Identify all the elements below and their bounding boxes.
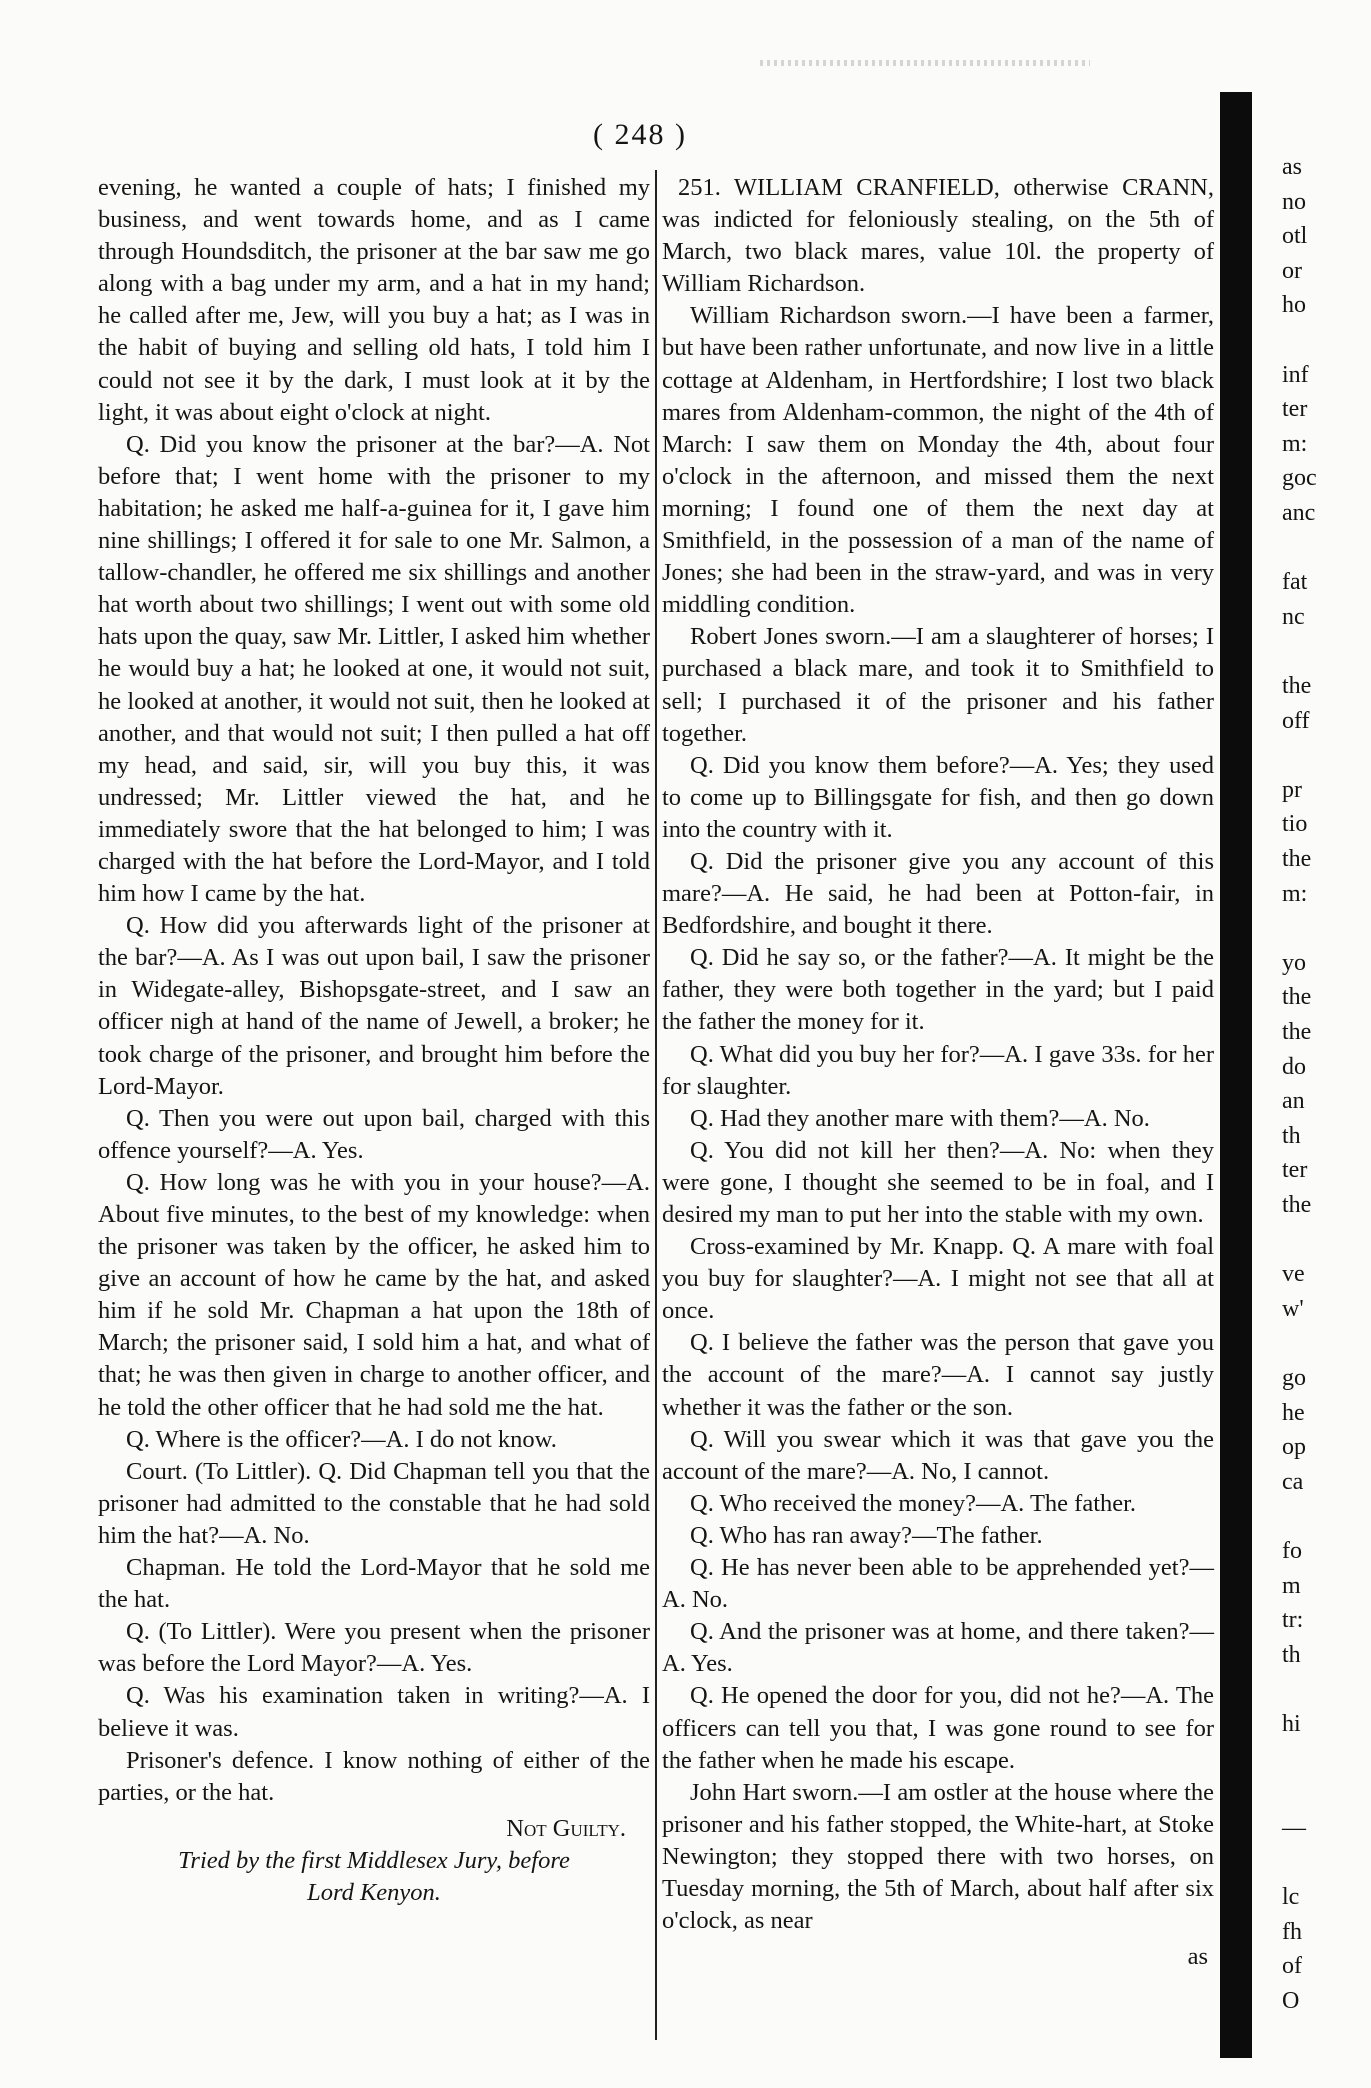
right-paragraph: William Richardson sworn.—I have been a farmer, but have been rather unfortunate, and now live in a little cottage at Aldenham, in Hertfordshire; I lost two black mares from Aldenham-common, the night of the 4th of March: I saw them on Monday the 4th, about four o'clock in the afternoon, and missed them the next morning; I found one of them the next day at Smithfield, in the possession of a man of the name of Jones; she had been in the straw-yard, and was in very middling condition. bbox=[662, 302, 1214, 619]
edge-fragment: tio bbox=[1282, 811, 1308, 838]
right-paragraph: Q. He opened the door for you, did not he?—A. The officers can tell you that, I was gone round to see for the father when he made his escape. bbox=[662, 1682, 1214, 1774]
tried-by-line-2: Lord Kenyon. bbox=[307, 1878, 441, 1906]
right-paragraph: Q. Who received the money?—A. The father. bbox=[690, 1489, 1137, 1517]
edge-fragment: lc bbox=[1282, 1884, 1300, 1910]
page-number: ( 248 ) bbox=[593, 118, 687, 151]
edge-fragment: goc bbox=[1282, 465, 1317, 492]
edge-fragment: O bbox=[1282, 1987, 1300, 2014]
edge-fragment: op bbox=[1282, 1434, 1306, 1461]
right-paragraph: Q. Will you swear which it was that gave you the account of the mare?—A. No, I cannot. bbox=[662, 1425, 1214, 1485]
right-paragraph: Q. Did the prisoner give you any account of this mare?—A. He said, he had been at Potton-fair, in Bedfordshire, and bought it there. bbox=[662, 847, 1214, 940]
page-gutter-shadow bbox=[1220, 92, 1252, 2058]
right-paragraph: Q. He has never been able to be apprehended yet?—A. No. bbox=[662, 1554, 1214, 1614]
edge-fragment: ho bbox=[1282, 292, 1306, 319]
edge-fragment: the bbox=[1282, 1192, 1312, 1218]
left-column bbox=[98, 172, 650, 1909]
right-paragraph: Q. Who has ran away?—The father. bbox=[690, 1521, 1043, 1549]
right-paragraph: Q. Did he say so, or the father?—A. It might be the father, they were both together in the yard; but I paid the father the money for it. bbox=[662, 944, 1214, 1036]
right-paragraph: Q. And the prisoner was at home, and there taken?—A. Yes. bbox=[662, 1618, 1214, 1678]
left-paragraph: Q. Where is the officer?—A. I do not know. bbox=[126, 1425, 557, 1453]
edge-fragment: or bbox=[1282, 257, 1302, 284]
right-paragraph: Cross-examined by Mr. Knapp. Q. A mare with foal you buy for slaughter?—A. I might not see that all at once. bbox=[662, 1233, 1214, 1325]
edge-fragment: fh bbox=[1282, 1918, 1302, 1945]
left-paragraph: Q. Then you were out upon bail, charged with this offence yourself?—A. Yes. bbox=[98, 1104, 650, 1164]
edge-fragment: ter bbox=[1282, 1157, 1308, 1184]
left-paragraphs bbox=[98, 172, 650, 1809]
edge-fragment: th bbox=[1282, 1641, 1301, 1668]
print-smudge bbox=[760, 60, 1090, 66]
edge-fragment: inf bbox=[1282, 361, 1309, 388]
right-column bbox=[662, 172, 1214, 1973]
edge-fragment: an bbox=[1282, 1088, 1305, 1115]
left-paragraph: Chapman. He told the Lord-Mayor that he sold me the hat. bbox=[98, 1554, 650, 1614]
edge-fragment: off bbox=[1282, 707, 1310, 734]
edge-fragment: fat bbox=[1282, 569, 1308, 596]
edge-fragment: the bbox=[1282, 673, 1312, 699]
edge-fragment: w' bbox=[1282, 1295, 1304, 1322]
edge-fragment: m: bbox=[1282, 880, 1308, 907]
edge-fragment: m bbox=[1282, 1572, 1301, 1599]
edge-fragment: ve bbox=[1282, 1261, 1305, 1288]
edge-fragment: hi bbox=[1282, 1711, 1301, 1737]
edge-fragment: pr bbox=[1282, 776, 1302, 803]
right-paragraph: John Hart sworn.—I am ostler at the house where the prisoner and his father stopped, the White-hart, at Stoke Newington; they stopped there with two horses, on Tuesday morning, the 5th of March, about half after six o'clock, as near bbox=[662, 1778, 1214, 1935]
edge-fragment: otl bbox=[1282, 223, 1308, 250]
edge-fragment: ca bbox=[1282, 1468, 1304, 1495]
left-paragraph: Prisoner's defence. I know nothing of either of the parties, or the hat. bbox=[98, 1746, 650, 1806]
edge-fragment: anc bbox=[1282, 500, 1316, 526]
edge-fragment: as bbox=[1282, 154, 1302, 180]
left-paragraph: Q. How did you afterwards light of the prisoner at the bar?—A. As I was out upon bail, I saw the prisoner in Widegate-alley, Bishopsgate-street, and I saw an officer nigh at hand of the name of Jewell, a broker; he took charge of the prisoner, and brought him before the Lord-Mayor. bbox=[98, 912, 650, 1100]
edge-fragment: go bbox=[1282, 1365, 1306, 1391]
edge-fragment: — bbox=[1282, 1814, 1306, 1841]
left-paragraph: Court. (To Littler). Q. Did Chapman tell you that the prisoner had admitted to the constable that he had sold him the hat?—A. No. bbox=[98, 1457, 650, 1549]
left-paragraph: Q. (To Littler). Were you present when the prisoner was before the Lord Mayor?—A. Yes. bbox=[98, 1618, 650, 1678]
edge-fragment: th bbox=[1282, 1122, 1301, 1149]
right-paragraph: Q. You did not kill her then?—A. No: when they were gone, I thought she seemed to be in foal, and I desired my man to put her into the stable with my own. bbox=[662, 1136, 1214, 1228]
right-paragraph: 251. WILLIAM CRANFIELD, otherwise CRANN, was indicted for feloniously stealing, on the 5th of March, two black mares, value 10l. the property of William Richardson. bbox=[662, 174, 1214, 298]
edge-fragment: m: bbox=[1282, 430, 1308, 457]
verdict: Not Guilty. bbox=[506, 1814, 626, 1842]
tried-by-line-1: Tried by the first Middlesex Jury, before bbox=[178, 1846, 570, 1874]
edge-fragment: nc bbox=[1282, 603, 1305, 630]
left-paragraph: evening, he wanted a couple of hats; I finished my business, and went towards home, and as I came through Houndsditch, the prisoner at the bar saw me go along with a bag under my arm, and a hat in my hand; he called after me, Jew, will you buy a hat; as I was in the habit of buying and selling old hats, I told him I could not see it by the dark, I must look at it by the light, it was about eight o'clock at night. bbox=[98, 174, 650, 426]
edge-fragment: no bbox=[1282, 188, 1306, 215]
edge-fragment: the bbox=[1282, 984, 1312, 1011]
edge-fragment: fo bbox=[1282, 1538, 1302, 1564]
edge-fragment: do bbox=[1282, 1053, 1306, 1080]
right-paragraph: Robert Jones sworn.—I am a slaughterer of horses; I purchased a black mare, and took it to Smithfield to sell; I purchased it of the prisoner and his father together. bbox=[662, 623, 1214, 747]
edge-fragment: the bbox=[1282, 846, 1312, 872]
catchword: as bbox=[1187, 1943, 1208, 1971]
right-paragraph: Q. Had they another mare with them?—A. No. bbox=[690, 1104, 1150, 1132]
right-paragraph: Q. What did you buy her for?—A. I gave 33s. for her for slaughter. bbox=[662, 1040, 1214, 1100]
right-paragraphs bbox=[662, 172, 1214, 1937]
right-paragraph: Q. Did you know them before?—A. Yes; they used to come up to Billingsgate for fish, and then go down into the country with it. bbox=[662, 751, 1214, 843]
edge-fragment: the bbox=[1282, 1019, 1312, 1045]
left-paragraph: Q. Did you know the prisoner at the bar?—A. Not before that; I went home with the prisoner to my habitation; he asked me half-a-guinea for it, I gave him nine shillings; I offered it for sale to one Mr. Salmon, a tallow-chandler, he offered me six shillings and another hat worth about two shillings; I went out with some old hats upon the quay, saw Mr. Littler, I asked him whether he would buy a hat; he looked at one, it would not suit, he looked at another, it would not suit, then he looked at another, and that would not suit; I then pulled a hat off my head, and said, sir, will you buy this, it was undressed; Mr. Littler viewed the hat, and he immediately swore that the hat belonged to him; I was charged with the hat before the Lord-Mayor, and I told him how I came by the hat. bbox=[98, 430, 650, 908]
left-paragraph: Q. How long was he with you in your house?—A. About five minutes, to the best of my knowledge: when the prisoner was taken by the officer, he asked him to give an account of how he came by the hat, and asked him if he sold Mr. Chapman a hat upon the 18th of March; the prisoner said, I sold him a hat, and what of that; he was then given in charge to another officer, and he told the other officer that he had sold me the hat. bbox=[98, 1168, 650, 1421]
right-paragraph: Q. I believe the father was the person that gave you the account of the mare?—A. I cannot say justly whether it was the father or the son. bbox=[662, 1329, 1214, 1421]
column-divider bbox=[655, 170, 657, 2040]
left-paragraph: Q. Was his examination taken in writing?—A. I believe it was. bbox=[98, 1682, 650, 1742]
edge-fragment: he bbox=[1282, 1399, 1305, 1426]
edge-fragment: ter bbox=[1282, 396, 1308, 423]
edge-fragment: yo bbox=[1282, 949, 1306, 976]
edge-fragment: of bbox=[1282, 1953, 1302, 1980]
edge-fragment: tr: bbox=[1282, 1607, 1304, 1634]
